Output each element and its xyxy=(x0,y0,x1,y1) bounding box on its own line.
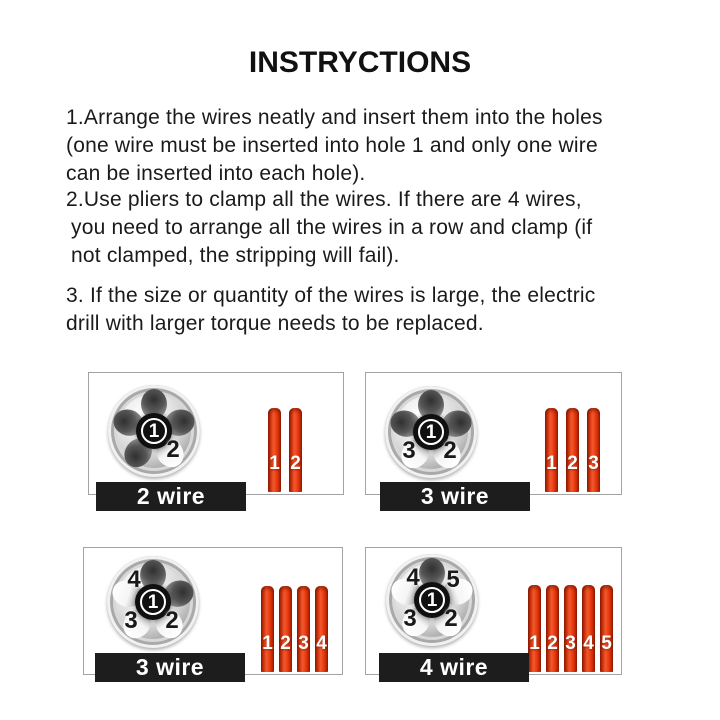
wire xyxy=(297,586,310,672)
text-line: 2.Use pliers to clamp all the wires. If there are 4 wires, xyxy=(66,188,582,211)
hub-number: 1 xyxy=(141,418,167,444)
text-line: 1.Arrange the wires neatly and insert them into the holes xyxy=(66,106,603,129)
stripper-wheel-illustration xyxy=(386,554,478,646)
stripper-wheel-illustration xyxy=(385,386,477,478)
wire-count-text: 2 wire xyxy=(136,483,206,509)
wire-number: 2 xyxy=(280,633,291,654)
diagram-panel-3-wire xyxy=(365,372,622,509)
text-line: not clamped, the stripping will fail). xyxy=(71,244,400,267)
wire-count-label xyxy=(96,482,246,511)
wheel-hole-number: 5 xyxy=(446,566,460,593)
wire xyxy=(315,586,328,672)
page-title: INSTRYCTIONS xyxy=(248,46,472,79)
instruction-step-1 xyxy=(66,104,666,188)
text-line: 3. If the size or quantity of the wires is large, the electric xyxy=(66,284,596,307)
text-line: (one wire must be inserted into hole 1 and only one wire xyxy=(66,134,598,157)
wire-number: 2 xyxy=(547,633,558,654)
diagram-panel-2-wire xyxy=(88,372,344,509)
wire xyxy=(528,585,541,672)
text-line: can be inserted into each hole). xyxy=(66,162,366,185)
hub-number: 1 xyxy=(418,419,444,445)
wire-number: 3 xyxy=(298,633,309,654)
wire xyxy=(289,408,302,492)
wire xyxy=(564,585,577,672)
wire-number: 4 xyxy=(316,633,327,654)
wire-group xyxy=(545,408,600,492)
wire-count-label xyxy=(380,482,530,511)
wire-number: 1 xyxy=(546,453,557,474)
wheel-hole-number: 2 xyxy=(166,436,180,463)
stripper-wheel-illustration xyxy=(107,556,199,648)
wheel-hole-number: 2 xyxy=(165,607,179,634)
wheel-hole-number: 3 xyxy=(403,605,417,632)
wire xyxy=(546,585,559,672)
wheel-hole-number: 4 xyxy=(406,564,420,591)
wire xyxy=(261,586,274,672)
wire xyxy=(587,408,600,492)
wire xyxy=(545,408,558,492)
wire xyxy=(600,585,613,672)
wire-number: 5 xyxy=(601,633,612,654)
wire-number: 2 xyxy=(567,453,578,474)
wire-number: 4 xyxy=(583,633,594,654)
wire-group xyxy=(528,585,613,672)
wire xyxy=(566,408,579,492)
wire-count-text: 3 wire xyxy=(420,483,490,509)
wire-number: 1 xyxy=(262,633,273,654)
wheel-hole-number: 2 xyxy=(444,605,458,632)
wire xyxy=(268,408,281,492)
diagram-panel-3-wire-b xyxy=(83,547,343,680)
wire-count-label xyxy=(95,653,245,682)
wire xyxy=(582,585,595,672)
wheel-hole-number: 3 xyxy=(402,437,416,464)
instruction-step-2 xyxy=(66,186,666,270)
wire-number: 1 xyxy=(269,453,280,474)
hub-number: 1 xyxy=(419,587,445,613)
wire-number: 2 xyxy=(290,453,301,474)
wire xyxy=(279,586,292,672)
wire-count-text: 4 wire xyxy=(419,654,489,680)
text-line: you need to arrange all the wires in a row and clamp (if xyxy=(71,216,593,239)
wheel-hole-number: 2 xyxy=(443,437,457,464)
wire-count-text: 3 wire xyxy=(135,654,205,680)
instruction-step-3 xyxy=(66,282,666,338)
wire-group xyxy=(268,408,302,492)
wire-count-label xyxy=(379,653,529,682)
stripper-wheel-illustration xyxy=(108,385,200,477)
wire-group xyxy=(261,586,328,672)
wheel-hole-number: 3 xyxy=(124,607,138,634)
wire-number: 1 xyxy=(529,633,540,654)
hub-number: 1 xyxy=(140,589,166,615)
text-line: drill with larger torque needs to be replaced. xyxy=(66,312,484,335)
wire-number: 3 xyxy=(588,453,599,474)
wheel-hole-number: 4 xyxy=(127,566,141,593)
diagram-panel-4-wire xyxy=(365,547,622,680)
wire-number: 3 xyxy=(565,633,576,654)
